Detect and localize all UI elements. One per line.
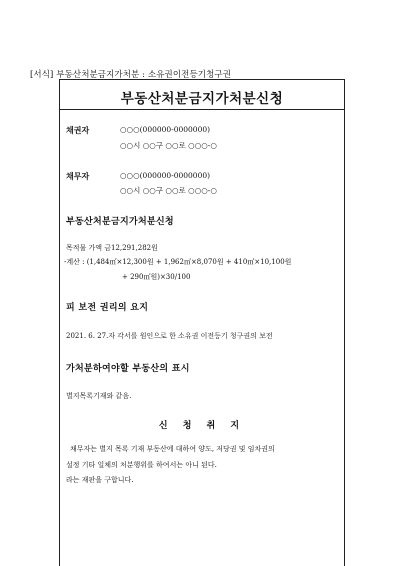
document-title: 부동산처분금지가처분신청 [120, 91, 284, 107]
document-caption: [서식] 부동산처분금지가처분 : 소유권이전등기청구권 [30, 70, 232, 80]
right-text: 2021. 6. 27.자 각서를 원인으로 한 소유권 이전등기 청구권의 보전 [66, 332, 273, 340]
property-text: 별지목록기재와 같음. [66, 392, 132, 400]
debtor-name: ○○○(000000-0000000) [120, 171, 211, 180]
object-calc-line-1: -계산 : (1,484㎡×12,300원 + 1,962㎡×8,070원 + 410㎡×10,100원 [64, 258, 292, 266]
object-value: 목적물 가액 금12,291,282원 [66, 244, 158, 252]
creditor-name: ○○○(000000-0000000) [120, 125, 211, 134]
debtor-label: 채무자 [66, 171, 90, 181]
property-heading: 가처분하여야할 부동산의 표시 [66, 364, 190, 374]
debtor-address: ○○시 ○○구 ○○로 ○○○-○ [120, 186, 217, 195]
creditor-label: 채권자 [66, 125, 90, 135]
purpose-heading: 신 청 취 지 [158, 421, 246, 431]
purpose-line-1: 채무자는 별지 목록 기재 부동산에 대하여 양도, 저당권 및 임차권의 [70, 445, 275, 453]
title-divider [60, 109, 344, 110]
creditor-address: ○○시 ○○구 ○○로 ○○○-○ [120, 141, 217, 150]
right-heading: 피 보전 권리의 요지 [66, 303, 149, 313]
application-form [59, 79, 345, 566]
purpose-line-2: 설정 기타 일체의 처분행위를 하여서는 아니 된다. [66, 461, 217, 469]
object-heading: 부동산처분금지가처분신청 [66, 217, 174, 227]
purpose-line-3: 라는 재판을 구합니다. [66, 476, 134, 484]
object-calc-line-2: + 290㎡원)×30/100 [122, 273, 191, 281]
